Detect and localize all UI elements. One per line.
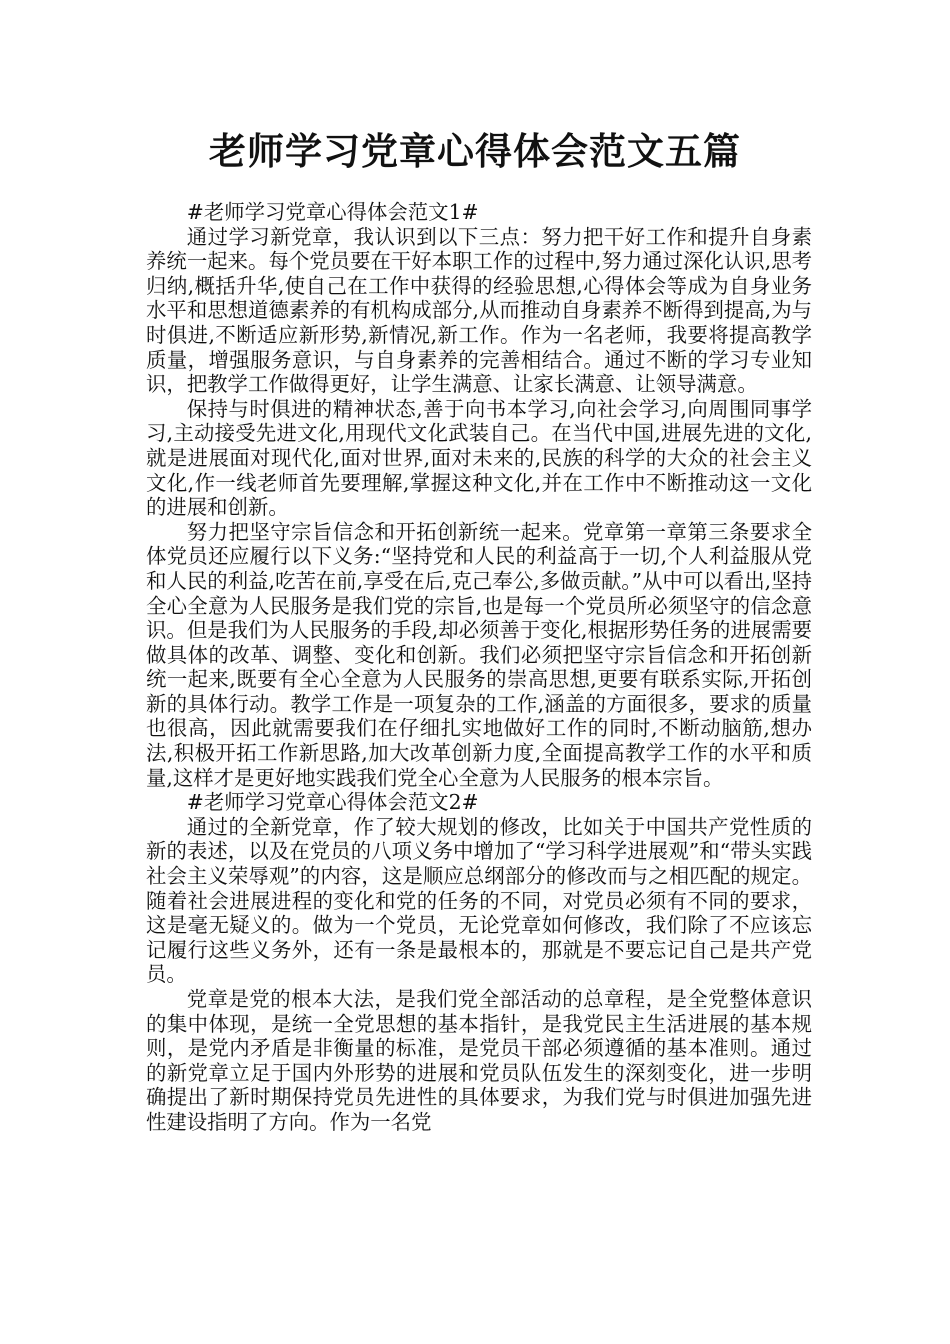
document-title: 老师学习党章心得体会范文五篇 [209,130,741,173]
body-paragraph: 党章是党的根本大法，是我们党全部活动的总章程，是全党整体意识的集中体现，是统一全党思想的基本指针，是我党民主生活进展的基本规则，是党内矛盾是非衡量的标准，是党员干部必须遵循的基本准则。通过的新党章立足于国内外形势的进展和党员队伍发生的深刻变化，进一步明确提出了新时期保持党员先进性的具体要求，为我们党与时俱进加强先进性建设指明了方向。作为一名党 [146,987,812,1134]
section-heading: #老师学习党章心得体会范文1# [186,200,479,224]
section-heading: #老师学习党章心得体会范文2# [186,790,479,815]
body-paragraph: 保持与时俱进的精神状态,善于向书本学习,向社会学习,向周围同事学习,主动接受先进文化,用现代文化武装自己。在当代中国,进展先进的文化,就是进展面对现代化,面对世界,面对未来的,民族的科学的大众的社会主义文化,作一线老师首先要理解,掌握这种文化,并在工作中不断推动这一文化的进展和创新。 [146,396,812,520]
body-paragraph: 努力把坚守宗旨信念和开拓创新统一起来。党章第一章第三条要求全体党员还应履行以下义务:“坚持党和人民的利益高于一切,个人利益服从党和人民的利益,吃苦在前,享受在后,克己奉公,多做贡献。”从中可以看出,坚持全心全意为人民服务是我们党的宗旨,也是每一个党员所必须坚守的信念意识。但是我们为人民服务的手段,却必须善于变化,根据形势任务的进展需要做具体的改革、调整、变化和创新。我们必须把坚守宗旨信念和开拓创新统一起来,既要有全心全意为人民服务的崇高思想,更要有联系实际,开拓创新的具体行动。教学工作是一项复杂的工作,涵盖的方面很多，要求的质量也很高，因此就需要我们在仔细扎实地做好工作的同时,不断动脑筋,想办法,积极开拓工作新思路,加大改革创新力度,全面提高教学工作的水平和质量,这样才是更好地实践我们党全心全意为人民服务的根本宗旨。 [146,519,812,790]
body-paragraph: 通过的全新党章，作了较大规划的修改，比如关于中国共产党性质的新的表述，以及在党员的八项义务中增加了“学习科学进展观”和“带头实践社会主义荣辱观”的内容，这是顺应总纲部分的修改而与之相匹配的规定。随着社会进展进程的变化和党的任务的不同，对党员必须有不同的要求，这是毫无疑义的。做为一个党员，无论党章如何修改，我们除了不应该忘记履行这些义务外，还有一条是最根本的，那就是不要忘记自己是共产党员。 [146,814,812,987]
document-body [146,200,812,1135]
body-paragraph: 通过学习新党章，我认识到以下三点：努力把干好工作和提升自身素养统一起来。每个党员要在干好本职工作的过程中,努力通过深化认识,思考归纳,概括升华,使自己在工作中获得的经验思想,心得体会等成为自身业务水平和思想道德素养的有机构成部分,从而推动自身素养不断得到提高,为与时俱进,不断适应新形势,新情况,新工作。作为一名老师，我要将提高教学质量，增强服务意识，与自身素养的完善相结合。通过不断的学习专业知识，把教学工作做得更好，让学生满意、让家长满意、让领导满意。 [146,224,812,397]
